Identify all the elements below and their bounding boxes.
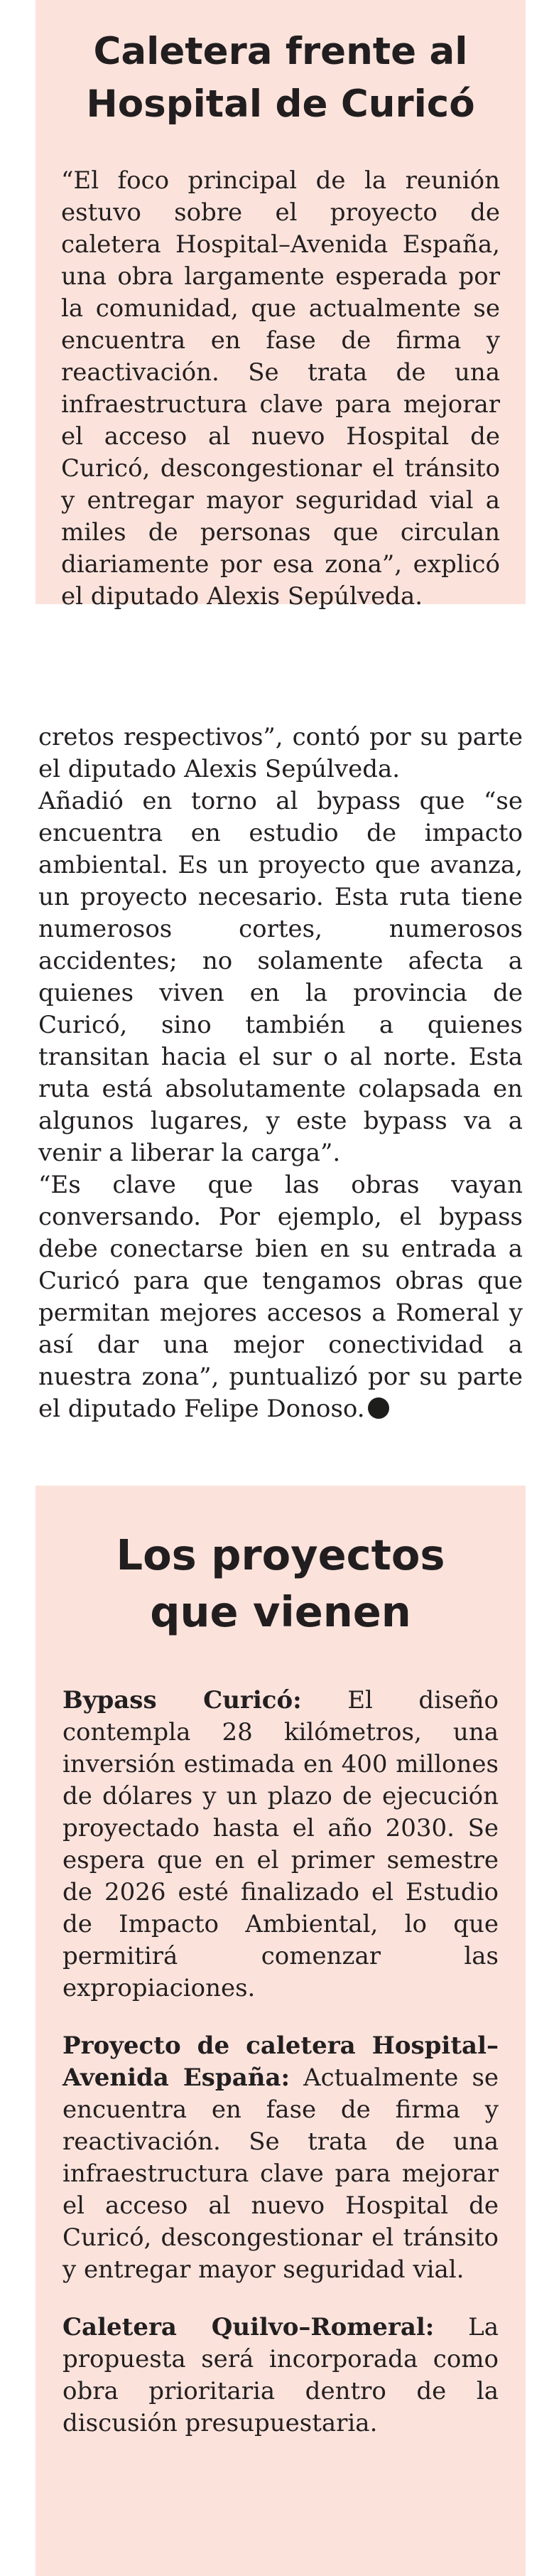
article-paragraph — [36, 1169, 526, 1425]
quote-box-title-line2: Hospital de Curicó — [86, 82, 475, 126]
projects-box-title — [36, 1486, 526, 1641]
project-item-label: Caletera Quilvo–Romeral: — [63, 2313, 435, 2341]
projects-box-title-line1: Los proyectos — [116, 1530, 445, 1579]
article-paragraph: Añadió en torno al bypass que “se encuentra en estudio de impacto ambiental. Es un proyecto que avanza, un proyecto necesario. Esta ruta tiene numerosos cortes, numerosos accidentes; no solamente afecta a quienes viven en la provincia de Curicó, sino también a quienes transitan hacia el sur o al norte. Esta ruta está absolutamente colapsada en algunos lugares, y este bypass va a venir a liberar la carga”. — [38, 787, 523, 1167]
end-of-article-dot-icon — [368, 1397, 389, 1419]
project-item — [36, 2030, 526, 2286]
quote-box-text: “El foco principal de la reunión estuvo sobre el proyecto de caletera Hospital–Avenida España, una obra largamente esperada por la comunidad, que actualmente se encuentra en fase de firma y reactivación. Se trata de una infraestructura clave para mejorar el acceso al nuevo Hospital de Curicó, descongestionar el tránsito y entregar mayor seguridad vial a miles de personas que circulan diariamente por esa zona”, explicó el diputado Alexis Sepúlveda. — [61, 166, 500, 611]
project-item-label: Proyecto de caletera Hospital–Avenida España: — [63, 2032, 499, 2092]
article-paragraph: cretos respectivos”, contó por su parte el diputado Alexis Sepúlveda. — [38, 723, 523, 783]
project-item-text: La propuesta será incorporada como obra prioritaria dentro de la discusión presupuestaria. — [63, 2313, 499, 2437]
project-item-text: Actualmente se encuentra en fase de firma y reactivación. Se trata de una infraestructura clave para mejorar el acceso al nuevo Hospital de Curicó, descongestionar el tránsito y entregar mayor seguridad vial. — [63, 2064, 499, 2284]
projects-box — [36, 1486, 526, 2576]
project-item — [36, 2312, 526, 2440]
article-body — [36, 721, 526, 1425]
quote-box — [36, 0, 526, 611]
quote-box-title-line1: Caletera frente al — [93, 30, 468, 73]
article-paragraph-text: “Es clave que las obras vayan conversando. Por ejemplo, el bypass debe conectarse bien en su entrada a Curicó para que tengamos obras que permitan mejores accesos a Romeral y así dar una mejor conectividad a nuestra zona”, puntualizó por su parte el diputado Felipe Donoso. — [38, 1171, 523, 1423]
project-item-label: Bypass Curicó: — [63, 1686, 302, 1714]
quote-box-title — [36, 0, 526, 131]
project-item — [36, 1685, 526, 2005]
project-item-text: El diseño contempla 28 kilómetros, una inversión estimada en 400 millones de dólares y un plazo de ejecución proyectado hasta el año 2030. Se espera que en el primer semestre de 2026 esté finalizado el Estudio de Impacto Ambiental, lo que permitirá comenzar las expropiaciones. — [63, 1686, 499, 2002]
projects-box-title-line2: que vienen — [150, 1587, 411, 1636]
